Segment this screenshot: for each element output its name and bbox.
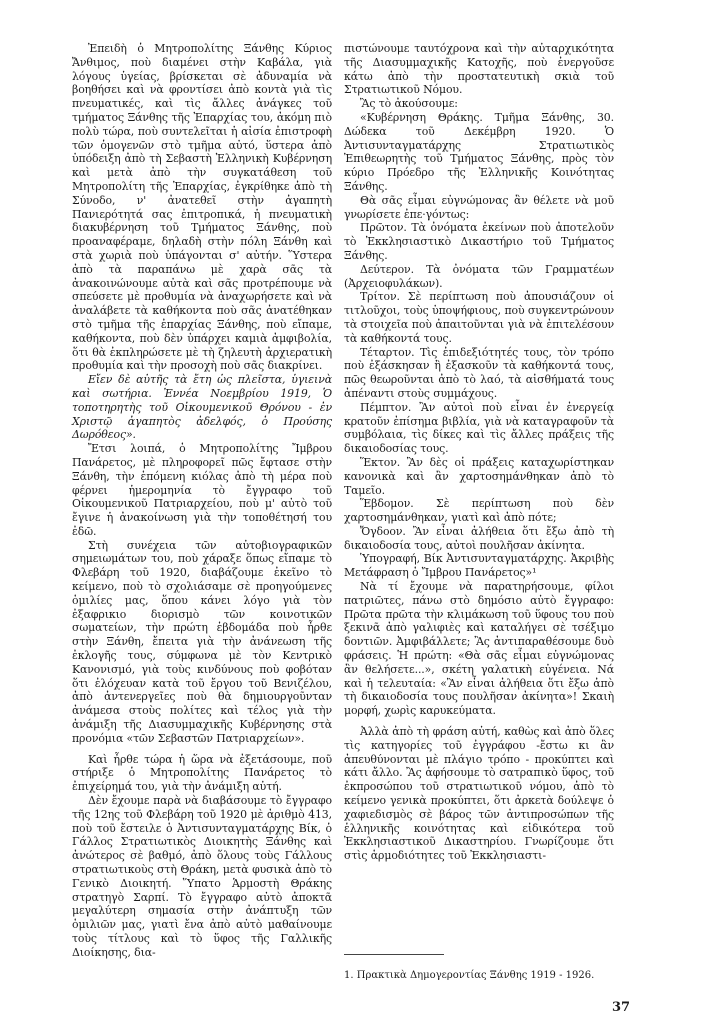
paragraph: Θὰ σᾶς εἶμαι εὐγνώμονας ἂν θέλετε νὰ μοῦ γνωρίσετε ἐπε·γόντως: bbox=[344, 193, 614, 221]
paragraph: πιστώνουμε ταυτόχρονα καὶ τὴν αὐταρχικότητα τῆς Διασυμμαχικῆς Κατοχῆς, ποὺ ἐνεργοῦσε κάτω ἀπὸ τὴν προστατευτικὴ σκιὰ τοῦ Στρατιωτικοῦ Νόμου. bbox=[344, 42, 614, 97]
footnote: 1. Πρακτικὰ Δημογεροντίας Ξάνθης 1919 - 1926. bbox=[344, 970, 595, 981]
list-item: Ἕβδομον. Σὲ περίπτωση ποὺ δὲν χαρτοσημάνθηκαν, γιατὶ καὶ ἀπὸ πότε; bbox=[344, 497, 614, 525]
list-item: Τρίτον. Σὲ περίπτωση ποὺ ἀπουσιάζουν οἱ τιτλοῦχοι, τοὺς ὑποψήφιους, ποὺ συγκεντρώνουν τὰ στοιχεῖα ποὺ ἀπαιτοῦνται γιὰ νὰ ἐπιτελέσουν τὰ καθήκοντά τους. bbox=[344, 290, 614, 345]
paragraph: Νὰ τί ἔχουμε νὰ παρατηρήσουμε, φίλοι πατριῶτες, πάνω στὸ δημόσιο αὐτὸ ἔγγραφο: Πρῶτα πρῶτα τὴν κλιμάκωση τοῦ ὕφους του ποὺ ξεκινᾶ ἀπὸ γαλιφιὲς καὶ καταλήγει σὲ τσέξιμο δοντιῶν. Ἀμφιβάλλετε; Ἂς ἀντιπαραθέσουμε δυὸ φράσεις. Ἡ πρώτη: «Θὰ σᾶς εἶμαι εὐγνώμονας ἂν θελήσετε...», σκέτη γαλατικὴ εὐγένεια. Νά καὶ ἡ τελευταία: «Ἂν εἶναι ἀλήθεια ὅτι ἔξω ἀπὸ τὴ δικαιοδοσία τους πουλῆσαν ἀκίνητα»! Σκαιὴ μορφή, χωρὶς καρυκεύματα. bbox=[344, 580, 614, 718]
paragraph: Ἐπειδὴ ὁ Μητροπολίτης Ξάνθης Κύριος Ἄνθιμος, ποὺ διαμένει στὴν Καβάλα, γιὰ λόγους ὑγείας, βρίσκεται σὲ ἀδυναμία νὰ βοηθήσει καὶ νὰ φροντίσει ἀπὸ κοντὰ γιὰ τὶς πνευματικές, καὶ τὶς ἄλλες ἀνάγκες τοῦ τμήματος Ξάνθης τῆς Ἐπαρχίας του, ἀκόμη πιὸ πολὺ τώρα, ποὺ συντελεῖται ἡ αἰσία ἐπιστροφὴ τῶν ὁμογενῶν στὸ τμῆμα αὐτό, ὕστερα ἀπὸ ὑπόδειξη ἀπὸ τὴ Σεβαστὴ Ἑλληνικὴ Κυβέρνηση καὶ μετὰ ἀπὸ τὴν συγκατάθεση τοῦ Μητροπολίτη τῆς Ἐπαρχίας, ἐγκρίθηκε ἀπὸ τὴ Σύνοδο, ν' ἀνατεθεῖ στὴν ἀγαπητὴ Πανιερότητά σας ἐπιτροπικά, ἡ πνευματικὴ διακυβέρνηση τοῦ Τμήματος Ξάνθης, ποὺ προαναφέραμε, δηλαδὴ στὴν πόλη Ξάνθη καὶ στὰ χωριὰ ποὺ ὑπάγονται σ' αὐτήν. Ὕστερα ἀπὸ τὰ παραπάνω μὲ χαρὰ σᾶς τὰ ἀνακοινώνουμε αὐτὰ καὶ σᾶς προτρέπουμε νὰ σπεύσετε μὲ προθυμία νὰ ἀναχωρήσετε καὶ νὰ ἀναλάβετε τὰ καθήκοντα ποὺ σᾶς ἀνατέθηκαν στὸ τμῆμα τῆς ἐπαρχίας Ξάνθης, ποὺ εἴπαμε, καθήκοντα, ποὺ δὲν ὑπάρχει καμιὰ ἀμφιβολία, ὅτι θὰ ἐκπληρώσετε μὲ τὴ ζηλευτὴ ἀρχιερατικὴ προθυμία καὶ τὴν προσοχὴ ποὺ σᾶς διακρίνει. bbox=[72, 42, 332, 373]
signature-line: Ὑπογραφή, Βίκ Ἀντισυνταγματάρχης. Ἀκριβὴς Μετάφραση ὁ Ἴμβρου Πανάρετος»¹ bbox=[344, 552, 614, 580]
list-item: Πρῶτον. Τὰ ὀνόματα ἐκείνων ποὺ ἀποτελοῦν τὸ Ἐκκλησιαστικὸ Δικαστήριο τοῦ Τμήματος Ξάνθης. bbox=[344, 221, 614, 262]
list-item: Ὄγδοον. Ἂν εἶναι ἀλήθεια ὅτι ἔξω ἀπὸ τὴ δικαιοδοσία τους, αὐτοὶ πουλῆσαν ἀκίνητα. bbox=[344, 524, 614, 552]
paragraph: Δὲν ἔχουμε παρὰ νὰ διαβάσουμε τὸ ἔγγραφο τῆς 12ης τοῦ Φλεβάρη τοῦ 1920 μὲ ἀριθμὸ 413, ποὺ τοῦ ἔστειλε ὁ Ἀντισυνταγματάρχης Βίκ, ὁ Γάλλος Στρατιωτικὸς Διοικητὴς Ξάνθης καὶ ἀνώτερος σὲ βαθμό, ἀπὸ ὅλους τοὺς Γάλλους στρατιωτικοὺς στὴ Θράκη, μετὰ φυσικὰ ἀπὸ τὸ Γενικὸ Διοικητή. Ὕπατο Ἁρμοστὴ Θράκης στρατηγὸ Σαρπί. Τὸ ἔγγραφο αὐτὸ ἀποκτᾶ μεγαλύτερη σημασία στὴν ἀνάπτυξη τῶν ὁμιλιῶν μας, γιατὶ ἔνα ἀπὸ αὐτὸ μαθαίνουμε τοὺς τίτλους καὶ τὸ ὕφος τῆς Γαλλικῆς Διοίκησης, δια- bbox=[72, 794, 332, 959]
footnote-rule bbox=[344, 954, 444, 955]
paragraph: Ἀλλὰ ἀπὸ τὴ φράση αὐτή, καθὼς καὶ ἀπὸ ὅλες τὶς κατηγορίες τοῦ ἐγγράφου -ἔστω κι ἂν ἀπευθύνονται μὲ πλάγιο τρόπο - προκύπτει καὶ κάτι ἄλλο. Ἂς ἀφήσουμε τὸ σατραπικὸ ὕφος, τοῦ ἐκπροσώπου τοῦ στρατιωτικοῦ νόμου, ἀπὸ τὸ κείμενο γενικὰ προκύπτει, ὅτι ἀρκετὰ δούλεψε ὁ χαφιεδισμὸς σὲ βάρος τῶν ἀντιπροσώπων τῆς ἑλληνικῆς κοινότητας καὶ εἰδικότερα τοῦ Ἐκκλησιαστικοῦ Δικαστηρίου. Γνωρίζουμε ὅτι στὶς ἁρμοδιότητες τοῦ Ἐκκλησιαστι- bbox=[344, 725, 614, 863]
paragraph: Στὴ συνέχεια τῶν αὐτοβιογραφικῶν σημειωμάτων του, ποὺ χάραξε ὅπως εἴπαμε τὸ Φλεβάρη τοῦ 1920, διαβάζουμε ἐκεῖνο τὸ κείμενο, ποὺ τὸ σχολιάσαμε σὲ προηγούμενες ὁμιλίες μας, ὅπου κάνει λόγο γιὰ τὸν ἐξαφρικιο διορισμὸ τῶν κοινοτικῶν σωματείων, τὴν πρώτη ἑβδομάδα ποὺ ἦρθε στὴν Ξάνθη, ἔπειτα γιὰ τὴν ἀνάνεωση τῆς ἐκλογῆς τους, σύμφωνα μὲ τὸν Κεντρικὸ Κανονισμό, γιὰ τοὺς κινδύνους ποὺ φοβόταν ὅτι ἐλόχευαν κατὰ τοῦ ἔργου τοῦ Βενιζέλου, ἀπὸ ἀντενεργεῖες ποὺ θὰ δημιουργοῦνταν ἀνάμεσα στοὺς πολίτες καὶ τέλος γιὰ τὴν ἀνάμιξη τῆς Διασυμμαχικῆς Κυβέρνησης στὰ προνόμια «τῶν Σεβαστῶν Πατριαρχείων». bbox=[72, 538, 332, 745]
paragraph: Καὶ ἦρθε τώρα ἡ ὥρα νὰ ἐξετάσουμε, ποῦ στήριξε ὁ Μητροπολίτης Πανάρετος τὸ ἐπιχείρημά του, γιὰ τὴν ἀνάμιξη αὐτή. bbox=[72, 752, 332, 794]
list-item: Ἕκτον. Ἂν δὲς οἱ πράξεις καταχωρίστηκαν κανονικὰ καὶ ἂν χαρτοσημάνθηκαν ἀπὸ τὸ Ταμεῖο. bbox=[344, 455, 614, 497]
left-column bbox=[72, 42, 332, 960]
list-item: Πέμπτον. Ἂν αὐτοὶ ποὺ εἶναι ἐν ἐνεργείᾳ κρατοῦν ἐπίσημα βιβλία, γιὰ νὰ καταγραφοῦν τὰ συμβόλαια, τὶς δίκες καὶ τὶς ἄλλες πράξεις τῆς δικαιοδοσίας τους. bbox=[344, 400, 614, 456]
page-number: 37 bbox=[612, 1000, 631, 1015]
paragraph-closing-salutation: Εἴεν δὲ αὐτῆς τὰ ἔτη ὡς πλεῖστα, ὑγιεινὰ καὶ σωτήρια. Ἐννέα Νοεμβρίου 1919, Ὁ τοποτηρητὴς τοῦ Οἰκουμενικοῦ Θρόνου - ἐν Χριστῷ ἀγαπητὸς ἀδελφός, ὁ Προύσης Δωρόθεος». bbox=[72, 373, 332, 442]
list-item: Δεύτερον. Τὰ ὀνόματα τῶν Γραμματέων (Ἀρχειοφυλάκων). bbox=[344, 262, 614, 290]
paragraph: Ἂς τὸ ἀκούσουμε: bbox=[360, 97, 458, 111]
list-item: Τέταρτον. Τὶς ἐπιδεξιότητές τους, τὸν τρόπο ποὺ ἐξάσκησαν ἢ ἐξασκοῦν τὰ καθήκοντά τους, πῶς θεωροῦνται ἀπὸ τὸ λαό, τὰ αἰσθήματά τους ἀπέναντι στοὺς συμμάχους. bbox=[344, 345, 614, 400]
paragraph: Ἔτσι λοιπά, ὁ Μητροπολίτης Ἴμβρου Πανάρετος, μὲ πληροφορεῖ πῶς ἔφτασε στὴν Ξάνθη, τὴν ἑπόμενη κιόλας ἀπὸ τὴ μέρα ποὺ φέρνει ἡμερομηνία τὸ ἔγγραφο τοῦ Οἰκουμενικοῦ Πατριαρχείου, ποὺ μ' αὐτὸ τοῦ ἔγινε ἡ ἀνακοίνωση γιὰ τὴν τοποθέτησή του ἐδῶ. bbox=[72, 442, 332, 538]
quoted-letter-heading: «Κυβέρνηση Θράκης. Τμῆμα Ξάνθης, 30. Δώδεκα τοῦ Δεκέμβρη 1920. Ὁ Ἀντισυνταγματάρχης Στρατιωτικὸς Ἐπιθεωρητὴς τοῦ Τμήματος Ξάνθης, πρὸς τὸν κύριο Πρόεδρο τῆς Ἑλληνικῆς Κοινότητας Ξάνθης. bbox=[344, 110, 614, 193]
right-column bbox=[344, 42, 614, 863]
